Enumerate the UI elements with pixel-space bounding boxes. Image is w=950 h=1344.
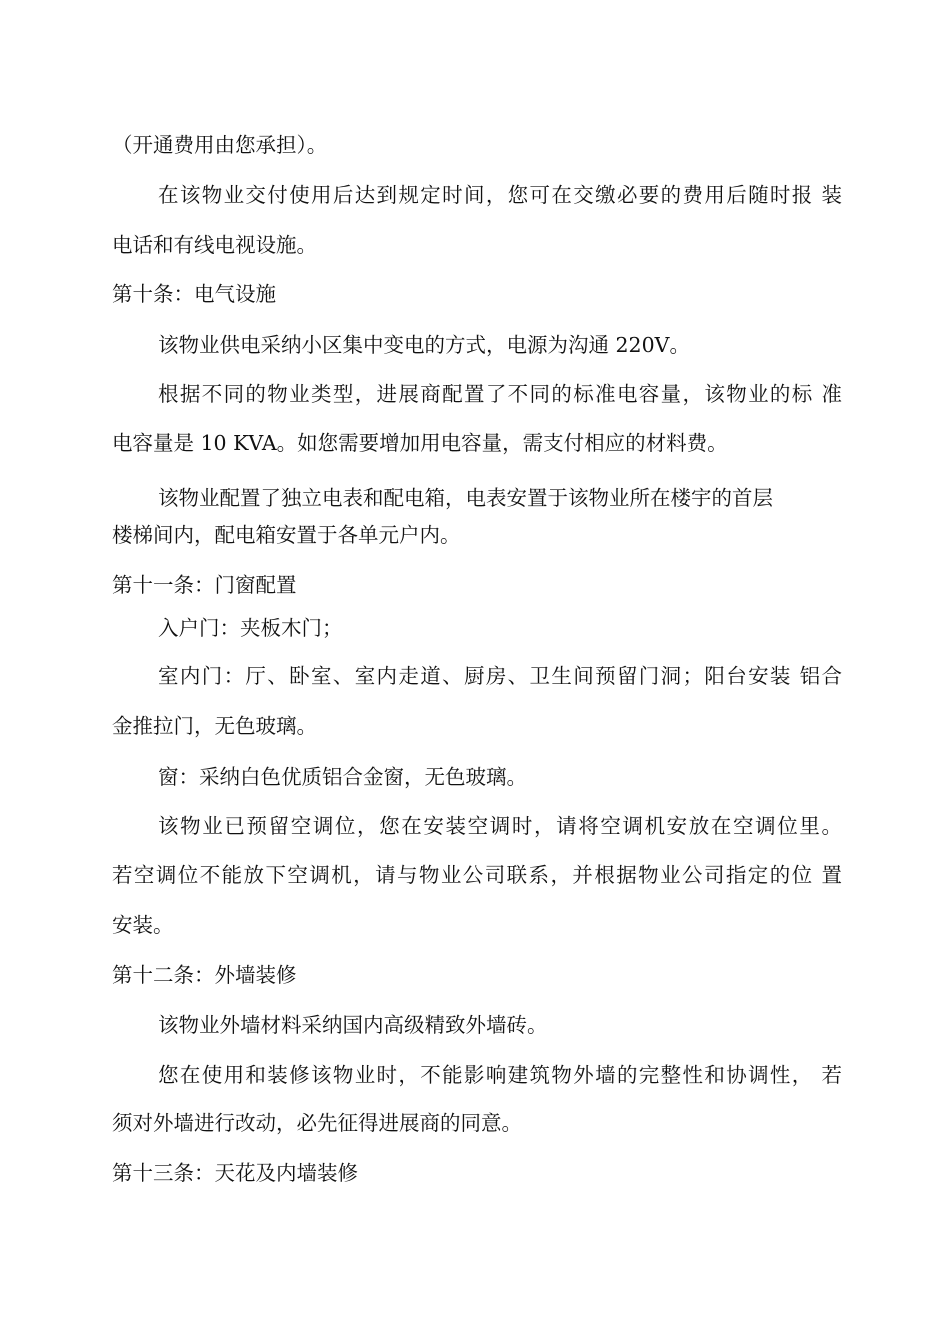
paragraph-line: 根据不同的物业类型，进展商配置了不同的标准电容量，该物业的标 准 (158, 382, 842, 406)
paragraph-line: 电容量是 10 KVA。如您需要增加用电容量，需支付相应的材料费。 (112, 431, 728, 455)
paragraph-line: 该物业配置了独立电表和配电箱，电表安置于该物业所在楼宇的首层 (158, 486, 773, 510)
paragraph-line: 室内门：厅、卧室、室内走道、厨房、卫生间预留门洞；阳台安装 铝合 (158, 664, 842, 688)
paragraph-line: 楼梯间内，配电箱安置于各单元户内。 (112, 523, 461, 547)
paragraph-line: 您在使用和装修该物业时，不能影响建筑物外墙的完整性和协调性， 若 (158, 1063, 842, 1087)
paragraph-line: 安装。 (112, 913, 174, 937)
paragraph-line: 在该物业交付使用后达到规定时间，您可在交缴必要的费用后随时报 装 (158, 183, 842, 207)
paragraph-line: 金推拉门，无色玻璃。 (112, 714, 317, 738)
paragraph-line: 电话和有线电视设施。 (112, 233, 317, 257)
paragraph-line: 该物业已预留空调位，您在安装空调时，请将空调机安放在空调位里。 (158, 814, 842, 838)
paragraph-line: 若空调位不能放下空调机，请与物业公司联系，并根据物业公司指定的位 置 (112, 863, 842, 887)
paragraph-line: 须对外墙进行改动，必先征得进展商的同意。 (112, 1111, 522, 1135)
section-heading-13: 第十三条：天花及内墙装修 (112, 1161, 358, 1185)
section-heading-10: 第十条：电气设施 (112, 282, 276, 306)
paragraph-line: 该物业供电采纳小区集中变电的方式，电源为沟通 220V。 (158, 333, 690, 357)
paragraph-line: 入户门：夹板木门； (158, 616, 343, 640)
paragraph-line: 该物业外墙材料采纳国内高级精致外墙砖。 (158, 1013, 548, 1037)
paragraph-line: （开通费用由您承担）。 (112, 133, 328, 157)
paragraph-line: 窗：采纳白色优质铝合金窗，无色玻璃。 (158, 765, 527, 789)
section-heading-11: 第十一条：门窗配置 (112, 573, 297, 597)
section-heading-12: 第十二条：外墙装修 (112, 963, 297, 987)
